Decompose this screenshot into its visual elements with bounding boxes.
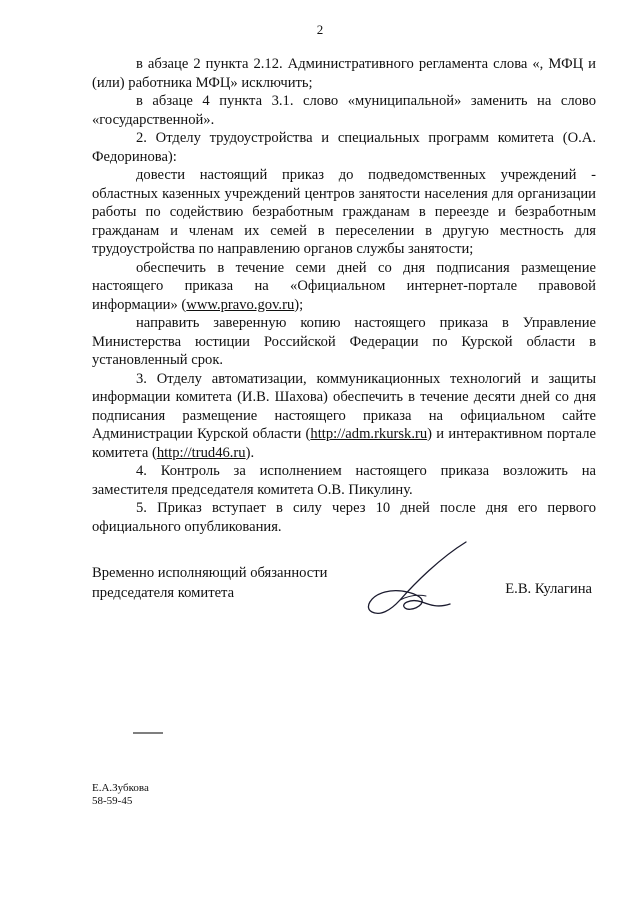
paragraph-5-text: обеспечить в течение семи дней со дня подписания размещение настоящего приказа на «Официальном интернет-портале правовой информации» ( (92, 259, 596, 313)
document-body (92, 55, 596, 536)
signatory-name: Е.В. Кулагина (505, 581, 592, 597)
paragraph-5 (92, 259, 596, 315)
signature-block (92, 563, 612, 633)
executor-phone: 58-59-45 (92, 795, 133, 807)
adm-link[interactable]: http://adm.rkursk.ru (310, 426, 428, 442)
page-number: 2 (316, 22, 324, 37)
pravo-link[interactable]: www.pravo.gov.ru (186, 296, 295, 313)
paragraph-7-text: 3. Отделу автоматизации, коммуникационных технологий и защиты информации комитета (И.В. Шахова) обеспечить в течение десяти дней со дня подписания размещение настоящего приказа на официальном сайте Администрации Курской области ( (92, 370, 596, 442)
paragraph-6: направить заверенную копию настоящего приказа в Управление Министерства юстиции Российской Федерации по Курской области в установленный срок. (92, 315, 596, 368)
paragraph-3: 2. Отделу трудоустройства и специальных программ комитета (О.А. Федоринова): (92, 130, 596, 165)
paragraph-4: довести настоящий приказ до подведомственных учреждений - областных казенных учреждений центров занятости населения для организации работы по содействию безработным гражданам в переезде и безработным гражданам и членам их семей в переселении в другую местность для трудоустройства по направлению органов службы занятости; (92, 167, 596, 257)
signatory-title (92, 563, 327, 603)
paragraph-8: 4. Контроль за исполнением настоящего приказа возложить на заместителя председателя комитета О.В. Пикулину. (92, 463, 596, 498)
executor-name: Е.А.Зубкова (92, 782, 149, 794)
signatory-title-line1: Временно исполняющий обязанности (92, 565, 328, 581)
signatory-title-line2: председателя комитета (92, 585, 235, 601)
handwritten-signature (360, 538, 470, 628)
trud46-link[interactable]: http://trud46.ru (156, 444, 246, 461)
paragraph-7-mid: ) и интерактивном портале комитета ( (92, 426, 596, 461)
paragraph-7 (92, 370, 596, 463)
paragraph-1: в абзаце 2 пункта 2.12. Административного регламента слова «, МФЦ и (или) работника МФЦ» исключить; (92, 56, 596, 91)
paragraph-7-end: ). (245, 444, 255, 461)
paragraph-5-end: ); (294, 296, 304, 313)
ink-mark (133, 732, 163, 734)
paragraph-9: 5. Приказ вступает в силу через 10 дней после дня его первого официального опубликования. (92, 500, 596, 535)
paragraph-2: в абзаце 4 пункта 3.1. слово «муниципальной» заменить на слово «государственной». (92, 93, 596, 128)
executor-info (92, 782, 149, 808)
